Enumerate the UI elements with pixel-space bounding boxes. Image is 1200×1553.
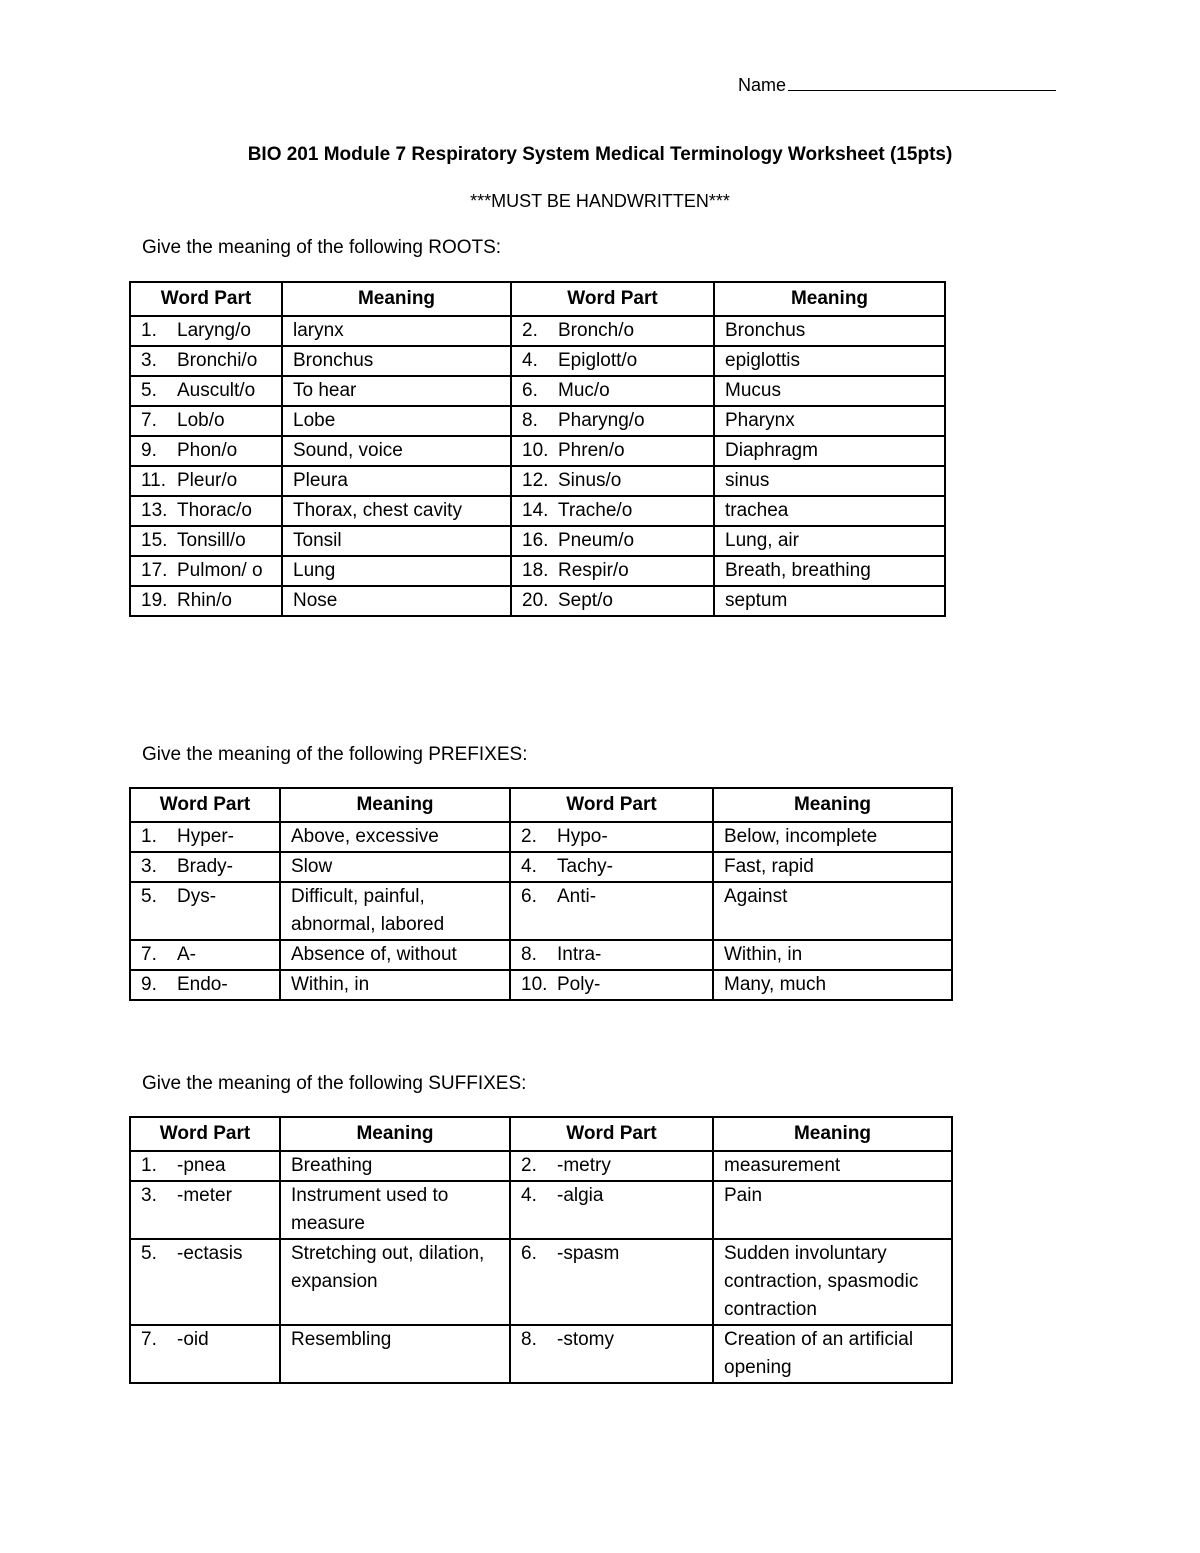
item-number: 5. bbox=[141, 886, 157, 907]
word-part-text: Intra- bbox=[557, 944, 602, 965]
meaning-cell: Below, incomplete bbox=[713, 822, 952, 852]
word-part-cell bbox=[130, 526, 282, 556]
word-part-text: Laryng/o bbox=[177, 320, 251, 341]
word-part-text: Auscult/o bbox=[177, 380, 256, 401]
meaning-cell: Creation of an artificial opening bbox=[713, 1325, 952, 1383]
meaning-cell: Bronchus bbox=[714, 316, 945, 346]
meaning-cell: Instrument used to measure bbox=[280, 1181, 510, 1239]
word-part-cell bbox=[510, 1151, 713, 1181]
word-part-cell bbox=[130, 1325, 280, 1383]
word-part-text: Phon/o bbox=[177, 440, 238, 461]
item-number: 18. bbox=[522, 560, 549, 581]
word-part-cell bbox=[130, 940, 280, 970]
word-part-cell bbox=[130, 1151, 280, 1181]
table-row bbox=[130, 436, 945, 466]
table-row bbox=[130, 1325, 952, 1383]
column-header-word-part: Word Part bbox=[130, 282, 282, 316]
meaning-cell: Above, excessive bbox=[280, 822, 510, 852]
word-part-cell bbox=[511, 346, 714, 376]
word-part-cell bbox=[511, 436, 714, 466]
meaning-cell: Diaphragm bbox=[714, 436, 945, 466]
item-number: 2. bbox=[521, 1155, 537, 1176]
table-row bbox=[130, 526, 945, 556]
meaning-cell: Lung bbox=[282, 556, 511, 586]
meaning-cell: Pain bbox=[713, 1181, 952, 1239]
meaning-cell: Bronchus bbox=[282, 346, 511, 376]
column-header-word-part: Word Part bbox=[510, 788, 713, 822]
item-number: 16. bbox=[522, 530, 549, 551]
meaning-cell: septum bbox=[714, 586, 945, 616]
column-header-word-part: Word Part bbox=[510, 1117, 713, 1151]
word-part-text: Sept/o bbox=[558, 590, 613, 611]
meaning-cell: Thorax, chest cavity bbox=[282, 496, 511, 526]
item-number: 1. bbox=[141, 1155, 157, 1176]
item-number: 4. bbox=[522, 350, 538, 371]
word-part-text: Pleur/o bbox=[177, 470, 238, 491]
item-number: 5. bbox=[141, 380, 157, 401]
column-header-meaning: Meaning bbox=[280, 1117, 510, 1151]
meaning-cell: To hear bbox=[282, 376, 511, 406]
word-part-text: -algia bbox=[557, 1185, 604, 1206]
word-part-text: Thorac/o bbox=[177, 500, 252, 521]
word-part-text: Trache/o bbox=[558, 500, 633, 521]
item-number: 2. bbox=[521, 826, 537, 847]
word-part-cell bbox=[510, 1239, 713, 1325]
name-field bbox=[738, 74, 1056, 96]
table-row bbox=[130, 1181, 952, 1239]
item-number: 11. bbox=[141, 470, 167, 491]
prefixes-table bbox=[129, 787, 953, 1001]
word-part-text: -ectasis bbox=[177, 1243, 243, 1264]
word-part-cell bbox=[130, 586, 282, 616]
meaning-cell: Within, in bbox=[713, 940, 952, 970]
table-row bbox=[130, 1151, 952, 1181]
word-part-text: Tonsill/o bbox=[177, 530, 246, 551]
column-header-meaning: Meaning bbox=[714, 282, 945, 316]
word-part-text: Hypo- bbox=[557, 826, 608, 847]
meaning-cell: Tonsil bbox=[282, 526, 511, 556]
item-number: 2. bbox=[522, 320, 538, 341]
word-part-cell bbox=[130, 466, 282, 496]
meaning-cell: Pharynx bbox=[714, 406, 945, 436]
word-part-text: Hyper- bbox=[177, 826, 235, 847]
word-part-cell bbox=[511, 586, 714, 616]
word-part-text: Brady- bbox=[177, 856, 233, 877]
word-part-text: Endo- bbox=[177, 974, 228, 995]
word-part-text: Lob/o bbox=[177, 410, 225, 431]
word-part-cell bbox=[510, 1181, 713, 1239]
word-part-cell bbox=[511, 526, 714, 556]
word-part-cell bbox=[130, 822, 280, 852]
item-number: 4. bbox=[521, 1185, 537, 1206]
item-number: 15. bbox=[141, 530, 168, 551]
item-number: 12. bbox=[522, 470, 549, 491]
name-blank-line[interactable] bbox=[788, 74, 1056, 91]
word-part-text: Pneum/o bbox=[558, 530, 635, 551]
table-row bbox=[130, 822, 952, 852]
meaning-cell: Fast, rapid bbox=[713, 852, 952, 882]
word-part-cell bbox=[130, 556, 282, 586]
meaning-cell: measurement bbox=[713, 1151, 952, 1181]
meaning-cell: Breathing bbox=[280, 1151, 510, 1181]
word-part-text: -stomy bbox=[557, 1329, 614, 1350]
table-row bbox=[130, 376, 945, 406]
column-header-word-part: Word Part bbox=[130, 1117, 280, 1151]
word-part-text: Sinus/o bbox=[558, 470, 622, 491]
column-header-meaning: Meaning bbox=[282, 282, 511, 316]
table-row bbox=[130, 940, 952, 970]
meaning-cell: Breath, breathing bbox=[714, 556, 945, 586]
word-part-text: Poly- bbox=[557, 974, 601, 995]
meaning-cell: trachea bbox=[714, 496, 945, 526]
meaning-cell: Slow bbox=[280, 852, 510, 882]
item-number: 8. bbox=[521, 944, 537, 965]
meaning-cell: Resembling bbox=[280, 1325, 510, 1383]
word-part-text: Respir/o bbox=[558, 560, 629, 581]
meaning-cell: Nose bbox=[282, 586, 511, 616]
meaning-cell: Against bbox=[713, 882, 952, 940]
item-number: 3. bbox=[141, 350, 157, 371]
word-part-text: Bronchi/o bbox=[177, 350, 258, 371]
word-part-text: Pharyng/o bbox=[558, 410, 645, 431]
word-part-cell bbox=[130, 436, 282, 466]
table-row bbox=[130, 406, 945, 436]
worksheet-subtitle: ***MUST BE HANDWRITTEN*** bbox=[470, 191, 730, 211]
meaning-cell: Sound, voice bbox=[282, 436, 511, 466]
word-part-text: Dys- bbox=[177, 886, 217, 907]
prefixes-instruction: Give the meaning of the following PREFIXES: bbox=[142, 744, 528, 765]
word-part-text: Rhin/o bbox=[177, 590, 232, 611]
table-header-row bbox=[130, 282, 945, 316]
word-part-text: -pnea bbox=[177, 1155, 226, 1176]
meaning-cell: Sudden involuntary contraction, spasmodic contraction bbox=[713, 1239, 952, 1325]
word-part-text: A- bbox=[177, 944, 196, 965]
table-row bbox=[130, 466, 945, 496]
word-part-cell bbox=[130, 882, 280, 940]
item-number: 8. bbox=[522, 410, 538, 431]
column-header-meaning: Meaning bbox=[713, 1117, 952, 1151]
item-number: 7. bbox=[141, 1329, 157, 1350]
meaning-cell: Within, in bbox=[280, 970, 510, 1000]
table-header-row bbox=[130, 1117, 952, 1151]
meaning-cell: epiglottis bbox=[714, 346, 945, 376]
table-row bbox=[130, 586, 945, 616]
column-header-meaning: Meaning bbox=[713, 788, 952, 822]
table-row bbox=[130, 556, 945, 586]
roots-instruction: Give the meaning of the following ROOTS: bbox=[142, 237, 502, 258]
word-part-text: Bronch/o bbox=[558, 320, 635, 341]
word-part-text: -oid bbox=[177, 1329, 209, 1350]
item-number: 20. bbox=[522, 590, 549, 611]
word-part-text: Epiglott/o bbox=[558, 350, 638, 371]
word-part-cell bbox=[510, 852, 713, 882]
item-number: 17. bbox=[141, 560, 168, 581]
word-part-cell bbox=[130, 376, 282, 406]
item-number: 3. bbox=[141, 1185, 157, 1206]
item-number: 1. bbox=[141, 320, 157, 341]
suffixes-table bbox=[129, 1116, 953, 1384]
word-part-cell bbox=[130, 346, 282, 376]
word-part-cell bbox=[511, 556, 714, 586]
word-part-text: Anti- bbox=[557, 886, 597, 907]
word-part-cell bbox=[510, 940, 713, 970]
meaning-cell: Mucus bbox=[714, 376, 945, 406]
item-number: 10. bbox=[522, 440, 549, 461]
item-number: 13. bbox=[141, 500, 168, 521]
item-number: 6. bbox=[521, 886, 537, 907]
meaning-cell: Difficult, painful, abnormal, labored bbox=[280, 882, 510, 940]
table-row bbox=[130, 1239, 952, 1325]
word-part-cell bbox=[130, 970, 280, 1000]
word-part-cell bbox=[510, 970, 713, 1000]
meaning-cell: sinus bbox=[714, 466, 945, 496]
roots-table bbox=[129, 281, 946, 617]
column-header-meaning: Meaning bbox=[280, 788, 510, 822]
item-number: 3. bbox=[141, 856, 157, 877]
word-part-text: Phren/o bbox=[558, 440, 625, 461]
meaning-cell: Lung, air bbox=[714, 526, 945, 556]
word-part-text: -meter bbox=[177, 1185, 232, 1206]
word-part-cell bbox=[511, 376, 714, 406]
table-row bbox=[130, 882, 952, 940]
item-number: 10. bbox=[521, 974, 548, 995]
name-label: Name bbox=[738, 75, 787, 95]
suffixes-instruction: Give the meaning of the following SUFFIXES: bbox=[142, 1073, 527, 1094]
item-number: 14. bbox=[522, 500, 549, 521]
item-number: 1. bbox=[141, 826, 157, 847]
meaning-cell: larynx bbox=[282, 316, 511, 346]
word-part-cell bbox=[510, 822, 713, 852]
meaning-cell: Stretching out, dilation, expansion bbox=[280, 1239, 510, 1325]
item-number: 6. bbox=[521, 1243, 537, 1264]
worksheet-title: BIO 201 Module 7 Respiratory System Medical Terminology Worksheet (15pts) bbox=[247, 144, 953, 165]
word-part-cell bbox=[130, 496, 282, 526]
word-part-text: -spasm bbox=[557, 1243, 620, 1264]
meaning-cell: Absence of, without bbox=[280, 940, 510, 970]
column-header-word-part: Word Part bbox=[511, 282, 714, 316]
word-part-cell bbox=[130, 406, 282, 436]
word-part-text: Tachy- bbox=[557, 856, 613, 877]
column-header-word-part: Word Part bbox=[130, 788, 280, 822]
word-part-cell bbox=[130, 316, 282, 346]
word-part-cell bbox=[510, 882, 713, 940]
meaning-cell: Lobe bbox=[282, 406, 511, 436]
word-part-cell bbox=[510, 1325, 713, 1383]
item-number: 4. bbox=[521, 856, 537, 877]
table-header-row bbox=[130, 788, 952, 822]
word-part-cell bbox=[511, 316, 714, 346]
word-part-cell bbox=[130, 1239, 280, 1325]
item-number: 5. bbox=[141, 1243, 157, 1264]
table-row bbox=[130, 346, 945, 376]
item-number: 6. bbox=[522, 380, 538, 401]
word-part-cell bbox=[130, 1181, 280, 1239]
table-row bbox=[130, 316, 945, 346]
word-part-cell bbox=[511, 496, 714, 526]
word-part-cell bbox=[511, 406, 714, 436]
item-number: 9. bbox=[141, 440, 157, 461]
item-number: 8. bbox=[521, 1329, 537, 1350]
item-number: 19. bbox=[141, 590, 168, 611]
table-row bbox=[130, 496, 945, 526]
table-row bbox=[130, 970, 952, 1000]
item-number: 9. bbox=[141, 974, 157, 995]
item-number: 7. bbox=[141, 410, 157, 431]
word-part-text: Muc/o bbox=[558, 380, 610, 401]
item-number: 7. bbox=[141, 944, 157, 965]
meaning-cell: Many, much bbox=[713, 970, 952, 1000]
word-part-cell bbox=[130, 852, 280, 882]
word-part-text: -metry bbox=[557, 1155, 611, 1176]
table-row bbox=[130, 852, 952, 882]
meaning-cell: Pleura bbox=[282, 466, 511, 496]
word-part-cell bbox=[511, 466, 714, 496]
word-part-text: Pulmon/ o bbox=[177, 560, 263, 581]
